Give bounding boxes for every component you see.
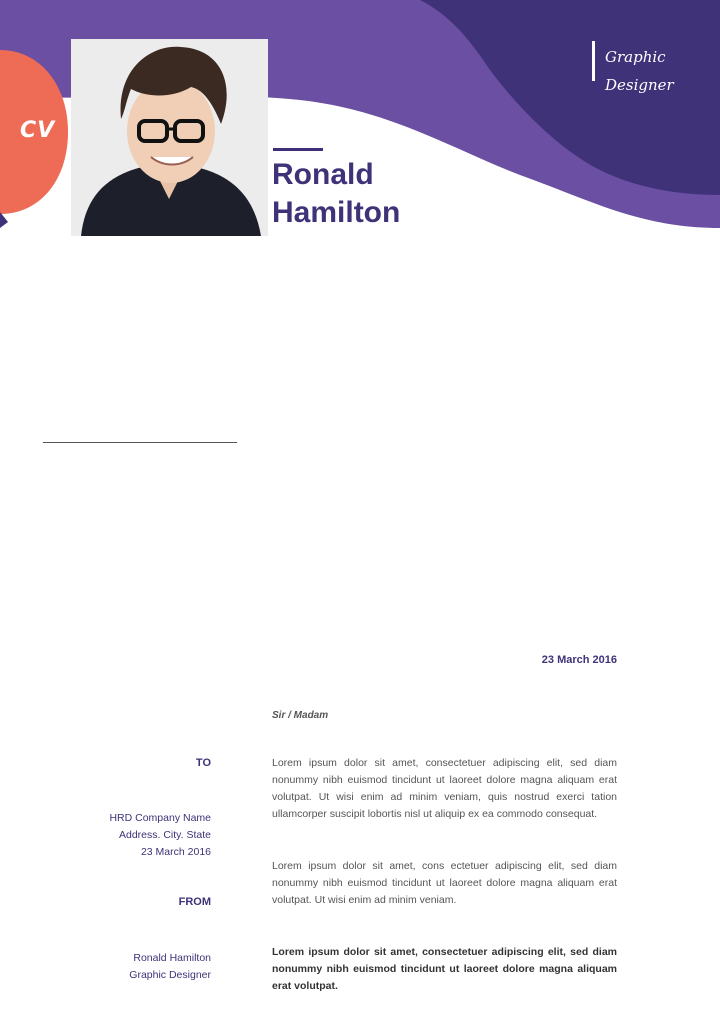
- body-paragraph-2: Lorem ipsum dolor sit amet, cons ectetuer adipiscing elit, sed diam nonummy nibh euismod tincidunt ut laoreet dolore magna aliquam erat volutpat. Ut wisi enim ad minim veniam.: [272, 860, 617, 906]
- body-paragraph-1: Lorem ipsum dolor sit amet, consectetuer adipiscing elit, sed diam nonummy nibh euismod tincidunt ut laoreet dolore magna aliquam erat volutpat. Ut wisi enim ad minim veniam, quis nostrud exerci tation ullamcorper suscipit lobortis nisl ut aliquip ex ea commodo consequat.: [272, 757, 617, 820]
- recipient-line: HRD Company Name: [109, 812, 211, 824]
- to-label: TO: [195, 757, 211, 769]
- badge-corner-mark: [0, 212, 8, 228]
- role-accent-bar: [592, 41, 595, 81]
- sender-line: Graphic Designer: [129, 969, 211, 981]
- portrait-photo-icon: [71, 39, 268, 236]
- recipient-line: Address. City. State: [118, 829, 211, 841]
- sender-line: Ronald Hamilton: [133, 952, 211, 964]
- last-name: Hamilton: [272, 196, 401, 229]
- section-divider: [43, 442, 237, 443]
- job-title: [605, 43, 705, 99]
- letter-date: 23 March 2016: [541, 654, 617, 666]
- sender-info: [129, 950, 211, 984]
- body-paragraph-3: Lorem ipsum dolor sit amet, consectetuer adipiscing elit, sed diam nonummy nibh euismod tincidunt ut laoreet dolore magna aliquam erat volutpat.: [272, 946, 617, 992]
- job-title-line-1: Graphic: [605, 48, 666, 66]
- job-title-line-2: Designer: [605, 76, 674, 94]
- profile-photo: [71, 39, 268, 236]
- recipient-address: [109, 810, 211, 861]
- applicant-name: [272, 156, 400, 232]
- first-name: Ronald: [272, 158, 374, 191]
- salutation: Sir / Madam: [272, 710, 329, 721]
- cv-badge-label: CV: [20, 118, 56, 143]
- recipient-line: 23 March 2016: [140, 846, 211, 858]
- name-accent-bar: [273, 148, 323, 151]
- from-label: FROM: [178, 896, 211, 908]
